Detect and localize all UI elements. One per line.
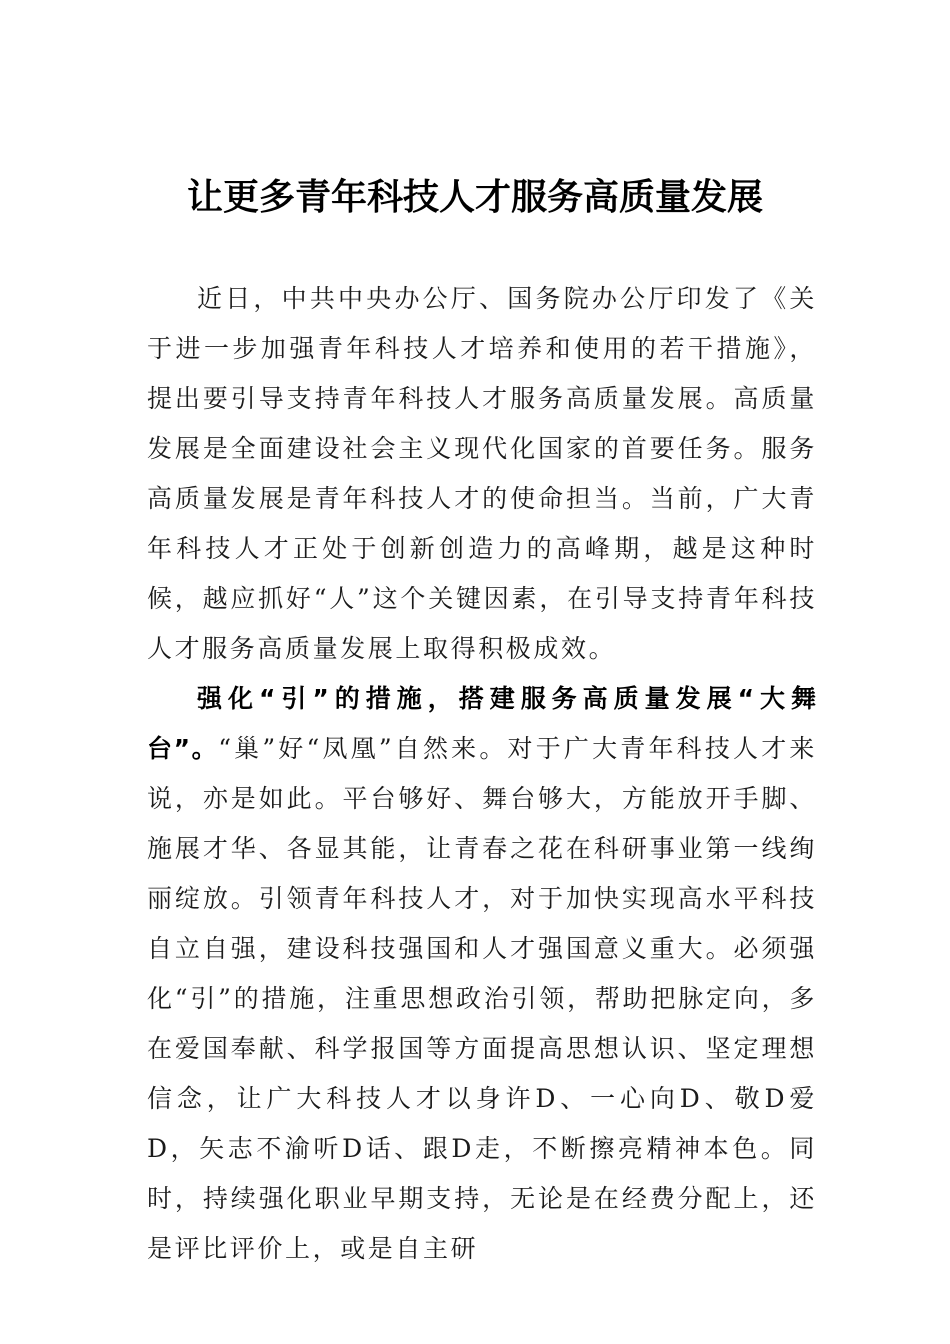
document-title: 让更多青年科技人才服务高质量发展 [186, 177, 763, 218]
paragraph-intro-text: 近日，中共中央办公厅、国务院办公厅印发了《关于进一步加强青年科技人才培养和使用的若干措施》，提出要引导支持青年科技人才服务高质量发展。高质量发展是全面建设社会主义现代化国家的首要任务。服务高质量发展是青年科技人才的使命担当。当前，广大青年科技人才正处于创新创造力的高峰期，越是这种时候，越应抓好“人”这个关键因素，在引导支持青年科技人才服务高质量发展上取得积极成效。 [147, 284, 817, 663]
paragraph-intro [147, 274, 817, 674]
paragraph-guidance-heading: 强化“引”的措施，搭建服务高质量发展“大舞台”。 [147, 684, 817, 763]
document-body [147, 274, 817, 1274]
paragraph-guidance [147, 674, 817, 1274]
paragraph-guidance-text: “巢”好“凤凰”自然来。对于广大青年科技人才来说，亦是如此。平台够好、舞台够大，方能放开手脚、施展才华、各显其能，让青春之花在科研事业第一线绚丽绽放。引领青年科技人才，对于加快实现高水平科技自立自强，建设科技强国和人才强国意义重大。必须强化“引”的措施，注重思想政治引领，帮助把脉定向，多在爱国奉献、科学报国等方面提高思想认识、坚定理想信念，让广大科技人才以身许D、一心向D、敬D爱D，矢志不渝听D话、跟D走，不断擦亮精神本色。同时，持续强化职业早期支持，无论是在经费分配上，还是评比评价上，或是自主研 [147, 734, 817, 1263]
